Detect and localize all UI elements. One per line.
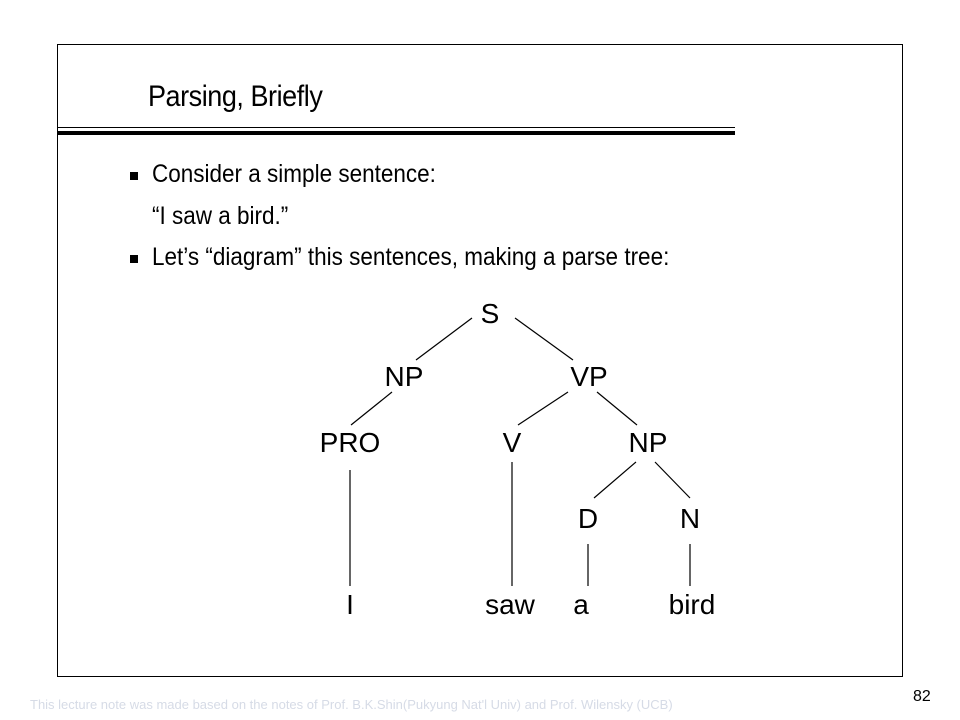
- tree-node-np: NP: [384, 361, 424, 392]
- tree-leaf-bird: bird: [668, 589, 716, 620]
- footer-credit: This lecture note was made based on the notes of Prof. B.K.Shin(Pukyung Nat'l Univ) and Prof. Wilensky (UCB): [30, 697, 673, 712]
- edge-s-np: [416, 318, 472, 360]
- tree-node-pro: PRO: [319, 427, 381, 458]
- slide-title: Parsing, Briefly: [148, 80, 323, 113]
- tree-leaf-i: I: [346, 589, 354, 620]
- edge-vp-np: [597, 392, 637, 425]
- tree-leaf-saw: saw: [485, 589, 535, 620]
- edge-s-vp: [515, 318, 573, 360]
- edge-vp-v: [518, 392, 568, 425]
- tree-node-vp: VP: [570, 361, 608, 392]
- tree-node-d: D: [577, 503, 599, 534]
- bullet-continuation: “I saw a bird.”: [152, 202, 289, 230]
- bullet-item: Consider a simple sentence:: [152, 160, 436, 188]
- parse-tree-nodes: [320, 298, 716, 620]
- tree-node-v: V: [502, 427, 522, 458]
- tree-node-n: N: [679, 503, 701, 534]
- page-number: 82: [913, 688, 931, 705]
- tree-leaf-a: a: [573, 589, 589, 620]
- edge-np-n: [655, 462, 690, 498]
- edge-np-d: [594, 462, 636, 498]
- tree-node-np-object: NP: [628, 427, 668, 458]
- bullet-item: Let’s “diagram” this sentences, making a parse tree:: [152, 243, 670, 271]
- edge-np-pro: [351, 392, 392, 425]
- tree-node-s: S: [480, 298, 500, 329]
